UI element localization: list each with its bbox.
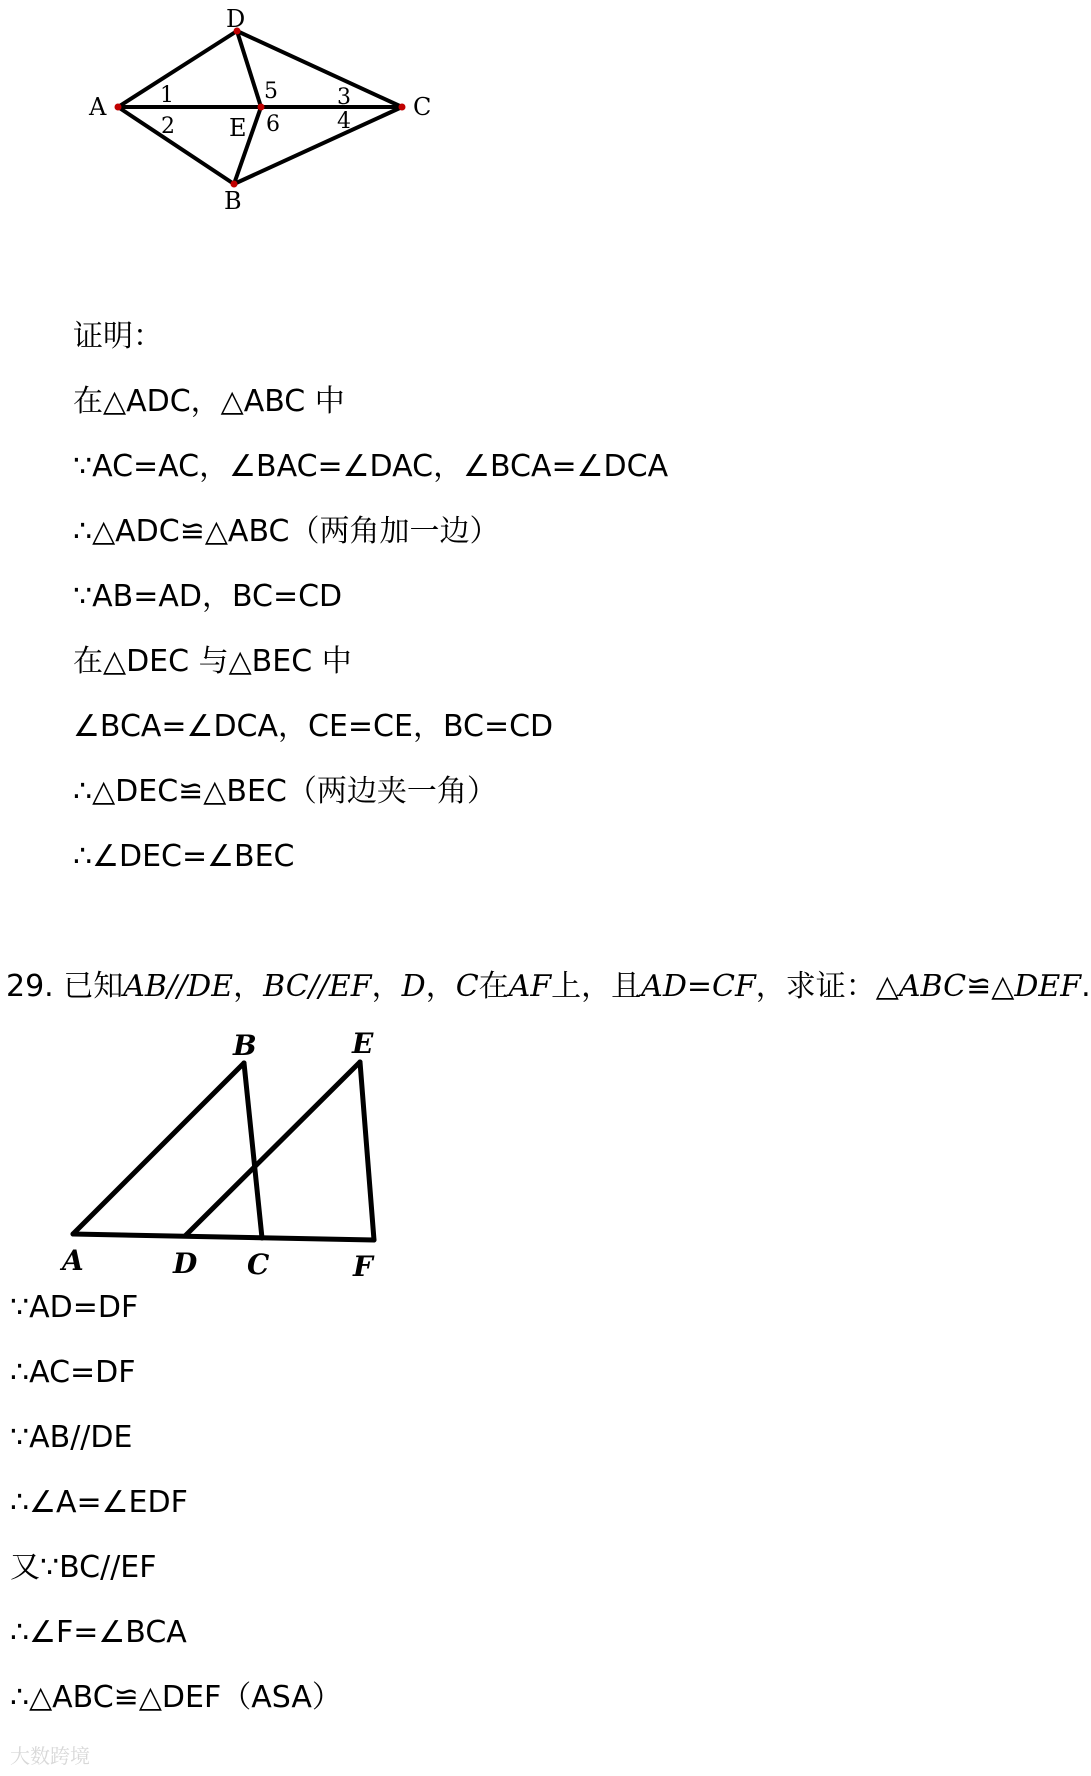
point-a-dot bbox=[115, 104, 122, 111]
proof2-line-6: ∴∠F=∠BCA bbox=[10, 1615, 187, 1650]
math-ab-parallel-de: AB//DE bbox=[123, 969, 234, 1004]
figure-triangles-abc-def bbox=[0, 1020, 420, 1283]
text-qiuzheng: ，求证：△ bbox=[755, 969, 899, 1004]
label-angle-4: 4 bbox=[337, 109, 351, 134]
math-ad-eq-cf: AD=CF bbox=[641, 969, 756, 1004]
math-def: DEF bbox=[1014, 969, 1082, 1004]
segment-ab bbox=[118, 107, 234, 184]
proof2-line-2: ∴AC=DF bbox=[10, 1355, 136, 1390]
proof1-line-4: ∵AB=AD，BC=CD bbox=[73, 579, 343, 614]
label-point-f: F bbox=[353, 1250, 373, 1283]
congruent-symbol: ≌△ bbox=[966, 969, 1015, 1004]
segment-bc bbox=[234, 107, 402, 184]
label-point-e: E bbox=[352, 1027, 374, 1060]
proof1-line-8: ∴∠DEC=∠BEC bbox=[73, 839, 295, 874]
label-point-d: D bbox=[226, 5, 246, 33]
label-point-a: A bbox=[62, 1244, 84, 1277]
label-angle-3: 3 bbox=[337, 85, 351, 110]
watermark: 大数跨境 bbox=[10, 1744, 90, 1768]
proof2-line-4: ∴∠A=∠EDF bbox=[10, 1485, 188, 1520]
label-point-c: C bbox=[413, 93, 432, 121]
period: . bbox=[1081, 969, 1091, 1004]
proof1-line-2: ∵AC=AC，∠BAC=∠DAC，∠BCA=∠DCA bbox=[73, 449, 669, 484]
math-c: C bbox=[455, 969, 479, 1004]
proof2-line-1: ∵AD=DF bbox=[10, 1290, 139, 1325]
figure-quadrilateral-abcd bbox=[0, 0, 500, 220]
label-angle-2: 2 bbox=[161, 114, 175, 139]
label-point-b: B bbox=[224, 187, 242, 215]
punct: ， bbox=[425, 969, 456, 1004]
proof2-line-3: ∵AB//DE bbox=[10, 1420, 133, 1455]
math-bc-parallel-ef: BC//EF bbox=[263, 969, 372, 1004]
segment-dc bbox=[237, 31, 402, 107]
proof-heading: 证明： bbox=[73, 319, 163, 354]
point-c-dot bbox=[399, 104, 406, 111]
punct: ， bbox=[371, 969, 402, 1004]
proof2-line-7: ∴△ABC≌△DEF（ASA） bbox=[10, 1680, 342, 1715]
text-zai: 在 bbox=[478, 969, 509, 1004]
math-af: AF bbox=[508, 969, 552, 1004]
label-point-e: E bbox=[229, 114, 247, 142]
segment-ef bbox=[360, 1062, 374, 1240]
segment-ab bbox=[73, 1063, 244, 1234]
label-angle-6: 6 bbox=[266, 112, 280, 137]
problem-29-statement bbox=[6, 967, 1091, 1007]
label-point-c: C bbox=[247, 1248, 270, 1281]
math-abc: ABC bbox=[898, 969, 967, 1004]
proof1-line-7: ∴△DEC≌△BEC（两边夹一角） bbox=[73, 774, 497, 809]
label-point-a: A bbox=[89, 93, 107, 121]
proof2-line-5: 又∵BC//EF bbox=[10, 1550, 157, 1585]
math-d: D bbox=[401, 969, 426, 1004]
label-angle-5: 5 bbox=[264, 79, 278, 104]
proof1-line-6: ∠BCA=∠DCA，CE=CE，BC=CD bbox=[73, 709, 554, 744]
label-point-d: D bbox=[173, 1247, 198, 1280]
segment-bc bbox=[244, 1063, 262, 1238]
text-shang: 上，且 bbox=[551, 969, 642, 1004]
proof1-line-3: ∴△ADC≌△ABC（两角加一边） bbox=[73, 514, 500, 549]
label-point-b: B bbox=[233, 1029, 257, 1062]
proof1-line-5: 在△DEC 与△BEC 中 bbox=[73, 644, 352, 679]
point-e-dot bbox=[258, 104, 265, 111]
segment-ad bbox=[118, 31, 237, 107]
segment-de bbox=[185, 1062, 360, 1236]
punct: ， bbox=[233, 969, 264, 1004]
segment-af bbox=[73, 1234, 374, 1240]
proof1-line-1: 在△ADC，△ABC 中 bbox=[73, 384, 345, 419]
problem-number: 29. 已知 bbox=[6, 969, 124, 1004]
label-angle-1: 1 bbox=[160, 83, 174, 108]
